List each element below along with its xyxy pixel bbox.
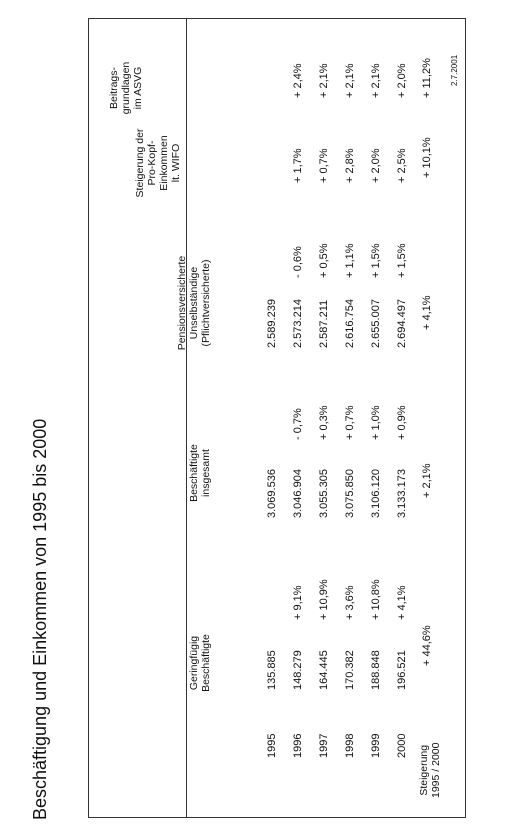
header-geringfuegig-line2: Beschäftigte xyxy=(200,634,212,692)
row-wifo: + 2,0% xyxy=(370,148,382,183)
header-pensionsversicherte xyxy=(176,238,212,368)
header-steigerung: Steigerung der xyxy=(134,128,146,198)
row-pens: 2.655.007 xyxy=(370,299,382,348)
row-gering-pct: + 9,1% xyxy=(292,585,304,620)
row-gering: 188.848 xyxy=(370,650,382,690)
row-gering-pct: + 3,6% xyxy=(344,585,356,620)
header-beschaeftigte-line1: Beschäftigte xyxy=(188,444,200,502)
row-gering-pct: + 4,1% xyxy=(396,585,408,620)
total-label-line1: Steigerung xyxy=(418,744,430,796)
row-besch: 3.055.305 xyxy=(318,469,330,518)
employment-income-table xyxy=(88,18,466,818)
row-besch: 3.069.536 xyxy=(266,469,278,518)
row-besch-pct: - 0,7% xyxy=(292,408,304,440)
row-pens-pct: + 1,5% xyxy=(370,243,382,278)
row-gering: 164.445 xyxy=(318,650,330,690)
row-year: 2000 xyxy=(396,733,408,758)
row-year: 1995 xyxy=(266,733,278,758)
row-pens-pct: + 1,1% xyxy=(344,243,356,278)
header-beitrag xyxy=(108,48,144,128)
header-prokopf-line3: lt. WIFO xyxy=(170,143,182,183)
row-besch-pct: + 0,3% xyxy=(318,405,330,440)
row-year: 1998 xyxy=(344,733,356,758)
header-prokopf-line1: Pro-Kopf- xyxy=(146,140,158,186)
row-pens: 2.587.211 xyxy=(318,299,330,348)
header-pensionsversicherte-line3: (Pflichtversicherte) xyxy=(200,259,212,347)
row-asvg: + 2,1% xyxy=(318,63,330,98)
row-gering: 135.885 xyxy=(266,650,278,690)
total-pens-pct: + 4,1% xyxy=(421,295,433,330)
header-beitrag-line2: grundlagen xyxy=(120,61,132,115)
document-date-text: 2.7.2001 xyxy=(450,54,459,86)
row-pens-pct: - 0,6% xyxy=(292,246,304,278)
header-geringfuegig xyxy=(188,618,212,708)
row-besch-pct: + 0,9% xyxy=(396,405,408,440)
row-besch: 3.133.173 xyxy=(396,469,408,518)
row-year: 1999 xyxy=(370,733,382,758)
total-besch-pct: + 2,1% xyxy=(421,463,433,498)
header-pensionsversicherte-line2: Unselbständige xyxy=(188,266,200,340)
row-besch: 3.106.120 xyxy=(370,469,382,518)
row-pens-pct: + 1,5% xyxy=(396,243,408,278)
row-wifo: + 2,8% xyxy=(344,148,356,183)
header-geringfuegig-line1: Geringfügig xyxy=(188,635,200,691)
row-pens: 2.694.497 xyxy=(396,299,408,348)
row-gering: 170.382 xyxy=(344,650,356,690)
header-prokopf xyxy=(146,128,182,198)
total-asvg: + 11,2% xyxy=(421,58,433,98)
row-year: 1996 xyxy=(292,733,304,758)
total-gering-pct: + 44,6% xyxy=(421,625,433,666)
row-pens: 2.573.214 xyxy=(292,299,304,348)
row-pens: 2.589.239 xyxy=(266,299,278,348)
row-besch: 3.046.904 xyxy=(292,469,304,518)
total-label-line2: 1995 / 2000 xyxy=(430,742,442,798)
row-wifo: + 0,7% xyxy=(318,148,330,183)
row-gering: 196.521 xyxy=(396,650,408,690)
row-asvg: + 2,0% xyxy=(396,63,408,98)
row-asvg: + 2,4% xyxy=(292,63,304,98)
header-pensionsversicherte-line1: Pensionsversicherte xyxy=(176,255,188,351)
total-wifo: + 10,1% xyxy=(421,137,433,178)
total-label xyxy=(418,743,442,798)
header-beschaeftigte-line2: insgesamt xyxy=(200,449,212,497)
row-besch-pct: + 0,7% xyxy=(344,405,356,440)
row-year: 1997 xyxy=(318,733,330,758)
header-beschaeftigte xyxy=(188,428,212,518)
header-beitrag-line3: im ASVG xyxy=(132,66,144,110)
row-besch: 3.075.850 xyxy=(344,469,356,518)
header-beitrag-line1: Beitrags- xyxy=(108,67,120,110)
row-pens-pct: + 0,5% xyxy=(318,243,330,278)
row-gering-pct: + 10,9% xyxy=(318,579,330,620)
row-asvg: + 2,1% xyxy=(370,63,382,98)
row-pens: 2.616.754 xyxy=(344,299,356,348)
row-wifo: + 2,5% xyxy=(396,148,408,183)
row-wifo: + 1,7% xyxy=(292,148,304,183)
row-besch-pct: + 1,0% xyxy=(370,405,382,440)
row-asvg: + 2,1% xyxy=(344,63,356,98)
row-gering-pct: + 10,8% xyxy=(370,579,382,620)
row-gering: 148.279 xyxy=(292,650,304,690)
page-title: Beschäftigung und Einkommen von 1995 bis 2000 xyxy=(30,418,50,820)
header-prokopf-line2: Einkommen xyxy=(158,135,170,191)
